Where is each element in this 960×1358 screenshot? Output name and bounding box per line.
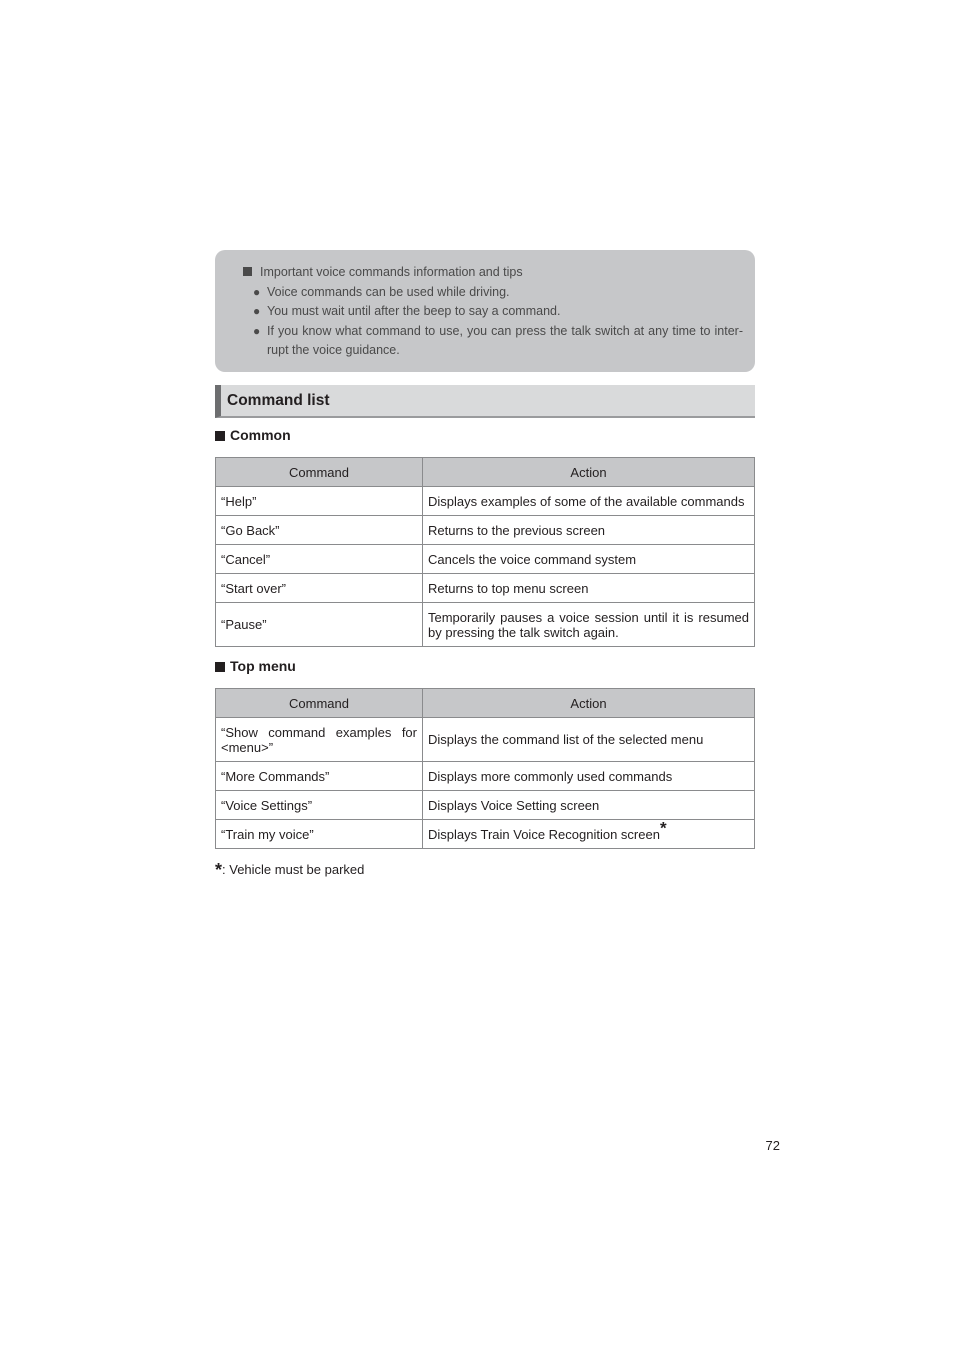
page-number: 72 (765, 1138, 780, 1153)
action-cell: Cancels the voice command system (423, 545, 755, 574)
table-header-row (216, 458, 755, 487)
action-cell: Temporarily pauses a voice session until it is resumed by pressing the talk switch again. (423, 603, 755, 647)
column-header-action: Action (423, 458, 755, 487)
table-row (216, 487, 755, 516)
table-row (216, 603, 755, 647)
table-row (216, 545, 755, 574)
footnote-text: : Vehicle must be parked (222, 862, 365, 877)
bullet-icon: ● (253, 323, 261, 338)
top-menu-command-table (215, 688, 755, 849)
table-row (216, 516, 755, 545)
command-cell: “Show command examples for <menu>” (216, 718, 423, 762)
command-cell: “Cancel” (216, 545, 423, 574)
footnote-marker: * (659, 818, 667, 838)
command-cell: “Start over” (216, 574, 423, 603)
column-header-command: Command (216, 689, 423, 718)
command-cell: “Voice Settings” (216, 791, 423, 820)
table-row (216, 574, 755, 603)
square-bullet-icon (215, 431, 225, 441)
action-cell: Displays Train Voice Recognition screen* (423, 820, 755, 849)
square-bullet-icon (243, 267, 252, 276)
command-cell: “Go Back” (216, 516, 423, 545)
tip-item: ● You must wait until after the beep to say a command. (243, 302, 743, 322)
command-cell: “More Commands” (216, 762, 423, 791)
bullet-icon: ● (253, 284, 261, 299)
column-header-command: Command (216, 458, 423, 487)
tip-item: ● Voice commands can be used while driving. (243, 283, 743, 303)
action-cell: Returns to the previous screen (423, 516, 755, 545)
table-row (216, 718, 755, 762)
command-cell: “Help” (216, 487, 423, 516)
tips-list (243, 283, 743, 361)
square-bullet-icon (215, 662, 225, 672)
action-cell: Displays the command list of the selected menu (423, 718, 755, 762)
bullet-icon: ● (253, 304, 261, 318)
command-cell: “Train my voice” (216, 820, 423, 849)
action-cell: Displays Voice Setting screen (423, 791, 755, 820)
footnote-marker: * (215, 860, 223, 880)
tip-item: ● If you know what command to use, you can press the talk switch at any time to inter-rupt the voice guidance. (253, 323, 743, 357)
table-row (216, 791, 755, 820)
footnote (215, 860, 364, 881)
common-heading: Common (215, 427, 291, 443)
top-menu-heading: Top menu (215, 658, 296, 674)
command-cell: “Pause” (216, 603, 423, 647)
tips-box (215, 250, 755, 372)
action-cell: Displays examples of some of the available commands (423, 487, 755, 516)
table-row (216, 762, 755, 791)
tips-title: Important voice commands information and tips (243, 263, 743, 283)
section-title: Command list (215, 385, 755, 418)
action-cell: Displays more commonly used commands (423, 762, 755, 791)
action-cell: Returns to top menu screen (423, 574, 755, 603)
common-command-table (215, 457, 755, 647)
table-header-row (216, 689, 755, 718)
column-header-action: Action (423, 689, 755, 718)
table-row (216, 820, 755, 849)
